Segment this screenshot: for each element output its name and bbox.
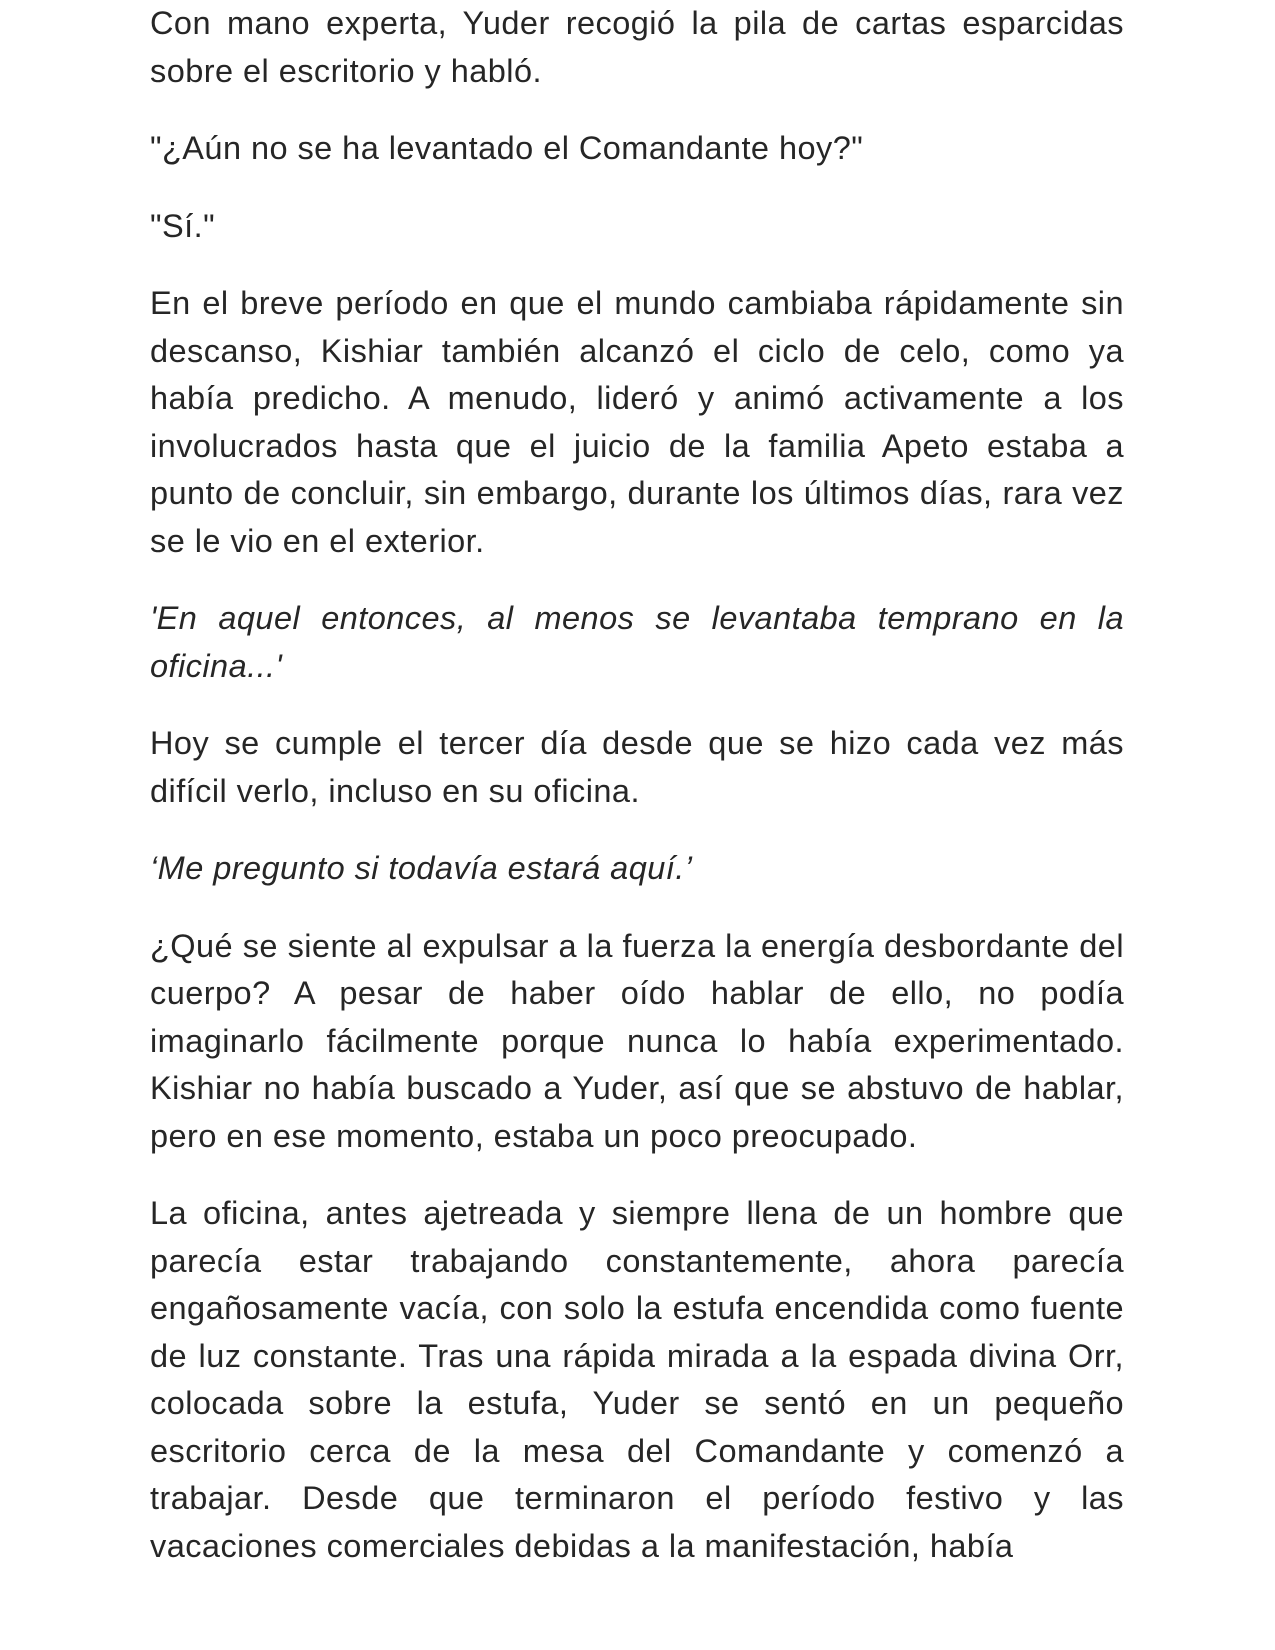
paragraph: ¿Qué se siente al expulsar a la fuerza la energía desbordante del cuerpo? A pesar de haber oído hablar de ello, no podía imaginarlo fácilmente porque nunca lo había experimentado. Kishiar no había buscado a Yuder, así que se abstuvo de hablar, pero en ese momento, estaba un poco preocupado. — [150, 927, 1124, 1154]
inner-thought: 'En aquel entonces, al menos se levantaba temprano en la oficina...' — [150, 600, 1124, 684]
dialogue-line: "¿Aún no se ha levantado el Comandante hoy?" — [150, 130, 864, 166]
inner-thought: ‘Me pregunto si todavía estará aquí.’ — [150, 850, 693, 886]
paragraph: Hoy se cumple el tercer día desde que se hizo cada vez más difícil verlo, incluso en su oficina. — [150, 725, 1124, 809]
paragraph: Con mano experta, Yuder recogió la pila de cartas esparcidas sobre el escritorio y habló. — [150, 5, 1124, 89]
paragraph: En el breve período en que el mundo cambiaba rápidamente sin descanso, Kishiar también alcanzó el ciclo de celo, como ya había predicho. A menudo, lideró y animó activamente a los involucrados hasta que el juicio de la familia Apeto estaba a punto de concluir, sin embargo, durante los últimos días, rara vez se le vio en el exterior. — [150, 285, 1124, 559]
paragraph: La oficina, antes ajetreada y siempre llena de un hombre que parecía estar trabajando constantemente, ahora parecía engañosamente vacía, con solo la estufa encendida como fuente de luz constante. Tras una rápida mirada a la espada divina Orr, colocada sobre la estufa, Yuder se sentó en un pequeño escritorio cerca de la mesa del Comandante y comenzó a trabajar. Desde que terminaron el período festivo y las vacaciones comerciales debidas a la manifestación, había — [150, 1195, 1124, 1564]
dialogue-line: "Sí." — [150, 207, 216, 244]
document-body — [150, 0, 1124, 1600]
